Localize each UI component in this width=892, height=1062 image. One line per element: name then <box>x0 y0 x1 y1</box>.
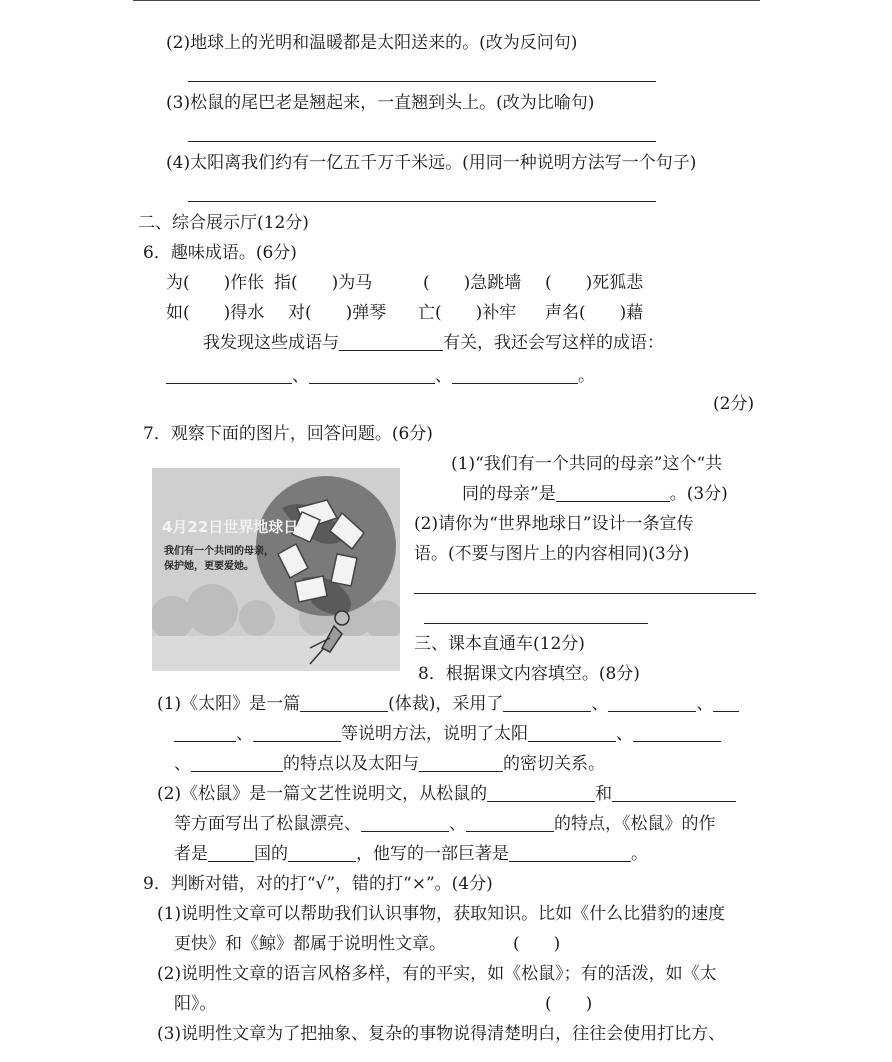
answer-line-q5-2[interactable] <box>188 81 656 82</box>
q9-item2-bracket[interactable]: ( ) <box>545 994 593 1014</box>
idiom-4: ( )死狐悲 <box>545 273 644 293</box>
q8-s1-d: 的特点以及太阳与 <box>283 754 419 774</box>
picture-slogan-1: 我们有一个共同的母亲， <box>164 546 274 557</box>
page-top-rule <box>133 0 760 1</box>
idiom-3: ( )急跳墙 <box>423 273 522 293</box>
q8-s1-line3 <box>174 752 605 776</box>
answer-line-q7-slogan-1[interactable] <box>414 593 756 594</box>
q8-blank-feature-3[interactable] <box>191 753 283 772</box>
q7-sub1-line1: (1)“我们有一个共同的母亲”这个“共 <box>451 454 723 474</box>
q8-blank-method-2[interactable] <box>608 693 696 712</box>
q7-blank-mother[interactable] <box>556 483 670 502</box>
idiom-6: 对( )弹琴 <box>288 303 387 323</box>
q6-blank-idiom-2[interactable] <box>309 365 435 384</box>
q8-sep-2: 、 <box>696 694 714 714</box>
q7-sub2-line1: (2)请你为“世界地球日”设计一条宣传 <box>414 514 694 534</box>
q6-prompt-b: 有关，我还会写这样的成语： <box>443 333 664 353</box>
q8-s2-a: (2)《松鼠》是一篇文艺性说明文，从松鼠的 <box>157 784 488 804</box>
q8-s2-b: 和 <box>595 784 613 804</box>
q6-points: (2分) <box>713 394 755 414</box>
q8-blank-aspect-2[interactable] <box>612 783 736 802</box>
q9-item1-line1: (1)说明性文章可以帮助我们认识事物，获取知识。比如《什么比猎豹的速度 <box>157 904 726 924</box>
q8-sep-3: 、 <box>236 724 253 744</box>
q6-blank-idiom-3[interactable] <box>452 365 578 384</box>
q8-blank-feature-1[interactable] <box>528 723 616 742</box>
picture-slogan <box>164 544 274 574</box>
q9-item2-line2: 阳》。 <box>174 994 217 1014</box>
q6-prompt <box>203 331 664 355</box>
q8-end: 。 <box>631 844 648 864</box>
q6-end: 。 <box>578 366 595 386</box>
q8-s1-line2 <box>174 722 721 746</box>
q8-s2-f: 国的 <box>254 844 288 864</box>
q7-sub1-line2b: 。(3分) <box>669 484 728 504</box>
q5-item-2: (2)地球上的光明和温暖都是太阳送来的。(改为反问句) <box>166 33 578 53</box>
q8-blank-relation[interactable] <box>419 753 503 772</box>
q8-sep-5: 、 <box>174 754 191 774</box>
q8-blank-country[interactable] <box>208 843 254 862</box>
idiom-8: 声名( )藉 <box>545 303 644 323</box>
q8-blank-method-3b[interactable] <box>174 723 236 742</box>
q7-title: 7．观察下面的图片，回答问题。(6分) <box>143 424 433 444</box>
q6-idiom-blanks <box>166 364 595 388</box>
q8-s2-c: 等方面写出了松鼠漂亮、 <box>174 814 361 834</box>
q8-s2-line3 <box>174 842 648 866</box>
q9-item2-line1: (2)说明性文章的语言风格多样，有的平实，如《松鼠》；有的活泼，如《太 <box>157 964 717 984</box>
section-3-title: 三、课本直通车(12分) <box>414 634 585 654</box>
q8-s1-b: (体裁)，采用了 <box>388 694 504 714</box>
q8-blank-feature-2[interactable] <box>633 723 721 742</box>
q9-title: 9．判断对错，对的打“√”，错的打“×”。(4分) <box>143 874 493 894</box>
q8-title: 8．根据课文内容填空。(8分) <box>418 664 640 684</box>
q9-item1-bracket[interactable]: ( ) <box>513 934 561 954</box>
q8-blank-genre[interactable] <box>300 693 388 712</box>
q6-blank-idiom-1[interactable] <box>166 365 292 384</box>
q8-s1-line1 <box>157 692 739 716</box>
q8-blank-aspect-1[interactable] <box>487 783 595 802</box>
answer-line-q7-slogan-2[interactable] <box>424 623 648 624</box>
q6-prompt-a: 我发现这些成语与 <box>203 333 339 353</box>
q6-sep-2: 、 <box>435 366 452 386</box>
q8-blank-masterpiece[interactable] <box>509 843 631 862</box>
idiom-7: 亡( )补牢 <box>418 303 517 323</box>
answer-line-q5-4[interactable] <box>188 201 656 202</box>
q8-blank-author[interactable] <box>288 843 356 862</box>
q8-s1-a: (1)《太阳》是一篇 <box>157 694 301 714</box>
q9-item3-line1: (3)说明性文章为了把抽象、复杂的事物说得清楚明白，往往会使用打比方、 <box>157 1024 726 1044</box>
q6-sep-1: 、 <box>292 366 309 386</box>
q7-sub1-line2 <box>462 482 728 506</box>
q6-blank-theme[interactable] <box>339 332 443 351</box>
idiom-2: 指( )为马 <box>274 273 373 293</box>
section-2-title: 二、综合展示厅(12分) <box>138 213 309 233</box>
q8-sep-4: 、 <box>616 724 633 744</box>
q8-blank-trait-2[interactable] <box>466 813 554 832</box>
q8-s2-g: ，他写的一部巨著是 <box>356 844 509 864</box>
q8-blank-trait-1[interactable] <box>361 813 449 832</box>
q8-s1-c: 等说明方法，说明了太阳 <box>341 724 528 744</box>
q8-blank-method-4[interactable] <box>253 723 341 742</box>
q7-sub1-line2a: 同的母亲”是 <box>462 484 556 504</box>
q9-item1-line2: 更快》和《鲸》都属于说明性文章。 <box>174 934 446 954</box>
earth-day-picture <box>152 468 400 671</box>
q8-s2-d: 的特点，《松鼠》的作 <box>554 814 716 834</box>
q8-blank-method-1[interactable] <box>503 693 591 712</box>
picture-slogan-2: 保护她，更要爱她。 <box>164 561 254 572</box>
q8-sep-1: 、 <box>591 694 609 714</box>
q8-s2-line1 <box>157 782 736 806</box>
q7-sub2-line2: 语。(不要与图片上的内容相同)(3分) <box>414 544 690 564</box>
q5-item-4: (4)太阳离我们约有一亿五千万千米远。(用同一种说明方法写一个句子) <box>166 153 697 173</box>
picture-title: 4月22日世界地球日 <box>162 518 299 536</box>
q8-s1-e: 的密切关系。 <box>503 754 605 774</box>
idiom-1: 为( )作伥 <box>166 273 265 293</box>
q8-s2-line2 <box>174 812 716 836</box>
q8-sep-6: 、 <box>449 814 466 834</box>
idiom-5: 如( )得水 <box>166 303 265 323</box>
q5-item-3: (3)松鼠的尾巴老是翘起来，一直翘到头上。(改为比喻句) <box>166 93 595 113</box>
q6-title: 6．趣味成语。(6分) <box>143 243 297 263</box>
q8-s2-e: 者是 <box>174 844 208 864</box>
q8-blank-method-3a[interactable] <box>713 693 739 712</box>
answer-line-q5-3[interactable] <box>188 141 656 142</box>
